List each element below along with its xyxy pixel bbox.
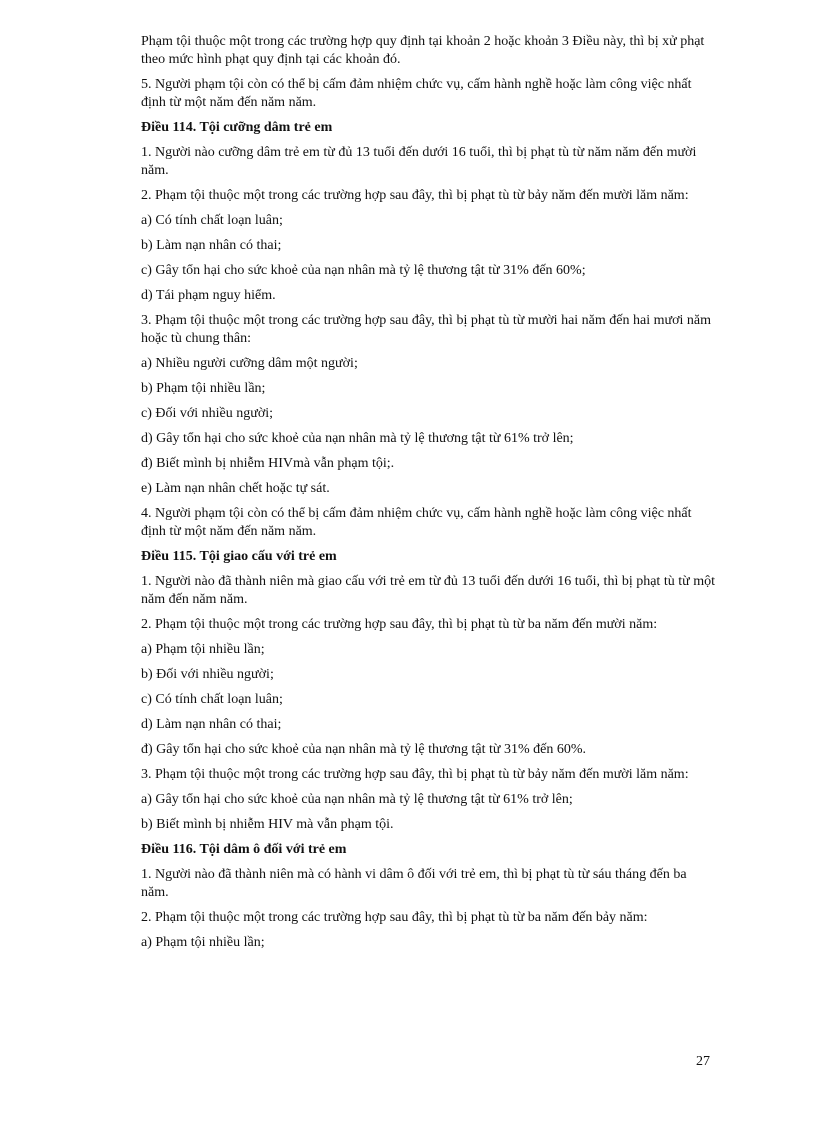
- paragraph: 1. Người nào cưỡng dâm trẻ em từ đủ 13 tuổi đến dưới 16 tuổi, thì bị phạt tù từ năm năm đến mười năm.: [141, 145, 697, 178]
- list-item: c) Có tính chất loạn luân;: [141, 692, 283, 707]
- list-item: b) Phạm tội nhiều lần;: [141, 381, 266, 396]
- document-body: [141, 33, 716, 959]
- paragraph: 1. Người nào đã thành niên mà có hành vi dâm ô đối với trẻ em, thì bị phạt tù từ sáu tháng đến ba năm.: [141, 867, 687, 900]
- list-item: a) Phạm tội nhiều lần;: [141, 642, 265, 657]
- paragraph: Phạm tội thuộc một trong các trường hợp quy định tại khoản 2 hoặc khoản 3 Điều này, thì bị xử phạt theo mức hình phạt quy định tại các khoản đó.: [141, 34, 705, 67]
- paragraph: 2. Phạm tội thuộc một trong các trường hợp sau đây, thì bị phạt tù từ ba năm đến bảy năm:: [141, 910, 648, 925]
- list-item: b) Làm nạn nhân có thai;: [141, 238, 282, 253]
- list-item: e) Làm nạn nhân chết hoặc tự sát.: [141, 481, 330, 496]
- list-item: a) Có tính chất loạn luân;: [141, 213, 283, 228]
- paragraph: 3. Phạm tội thuộc một trong các trường hợp sau đây, thì bị phạt tù từ bảy năm đến mười lăm năm:: [141, 767, 689, 782]
- paragraph: 4. Người phạm tội còn có thể bị cấm đảm nhiệm chức vụ, cấm hành nghề hoặc làm công việc nhất định từ một năm đến năm năm.: [141, 506, 692, 539]
- list-item: c) Đối với nhiều người;: [141, 406, 274, 421]
- page-number: 27: [696, 1054, 710, 1069]
- list-item: a) Gây tổn hại cho sức khoẻ của nạn nhân mà tỷ lệ thương tật từ 61% trở lên;: [141, 792, 573, 807]
- paragraph: 2. Phạm tội thuộc một trong các trường hợp sau đây, thì bị phạt tù từ bảy năm đến mười lăm năm:: [141, 188, 689, 203]
- list-item: a) Phạm tội nhiều lần;: [141, 935, 265, 950]
- list-item: d) Gây tổn hại cho sức khoẻ của nạn nhân mà tỷ lệ thương tật từ 61% trở lên;: [141, 431, 574, 446]
- article-heading: Điều 115. Tội giao cấu với trẻ em: [141, 549, 337, 564]
- list-item: d) Làm nạn nhân có thai;: [141, 717, 282, 732]
- paragraph: 3. Phạm tội thuộc một trong các trường hợp sau đây, thì bị phạt tù từ mười hai năm đến hai mươi năm hoặc tù chung thân:: [141, 313, 711, 346]
- list-item: b) Đối với nhiều người;: [141, 667, 274, 682]
- paragraph: 1. Người nào đã thành niên mà giao cấu với trẻ em từ đủ 13 tuổi đến dưới 16 tuổi, thì bị phạt tù từ một năm đến năm năm.: [141, 574, 715, 607]
- list-item: a) Nhiều người cưỡng dâm một người;: [141, 356, 358, 371]
- article-heading: Điều 114. Tội cưỡng dâm trẻ em: [141, 120, 333, 135]
- paragraph: 2. Phạm tội thuộc một trong các trường hợp sau đây, thì bị phạt tù từ ba năm đến mười năm:: [141, 617, 658, 632]
- article-heading: Điều 116. Tội dâm ô đối với trẻ em: [141, 842, 347, 857]
- list-item: b) Biết mình bị nhiễm HIV mà vẫn phạm tội.: [141, 817, 394, 832]
- list-item: đ) Biết mình bị nhiễm HIVmà vẫn phạm tội;.: [141, 456, 395, 471]
- list-item: đ) Gây tổn hại cho sức khoẻ của nạn nhân mà tỷ lệ thương tật từ 31% đến 60%.: [141, 742, 586, 757]
- paragraph: 5. Người phạm tội còn có thể bị cấm đảm nhiệm chức vụ, cấm hành nghề hoặc làm công việc nhất định từ một năm đến năm năm.: [141, 77, 692, 110]
- list-item: d) Tái phạm nguy hiểm.: [141, 288, 276, 303]
- list-item: c) Gây tổn hại cho sức khoẻ của nạn nhân mà tỷ lệ thương tật từ 31% đến 60%;: [141, 263, 586, 278]
